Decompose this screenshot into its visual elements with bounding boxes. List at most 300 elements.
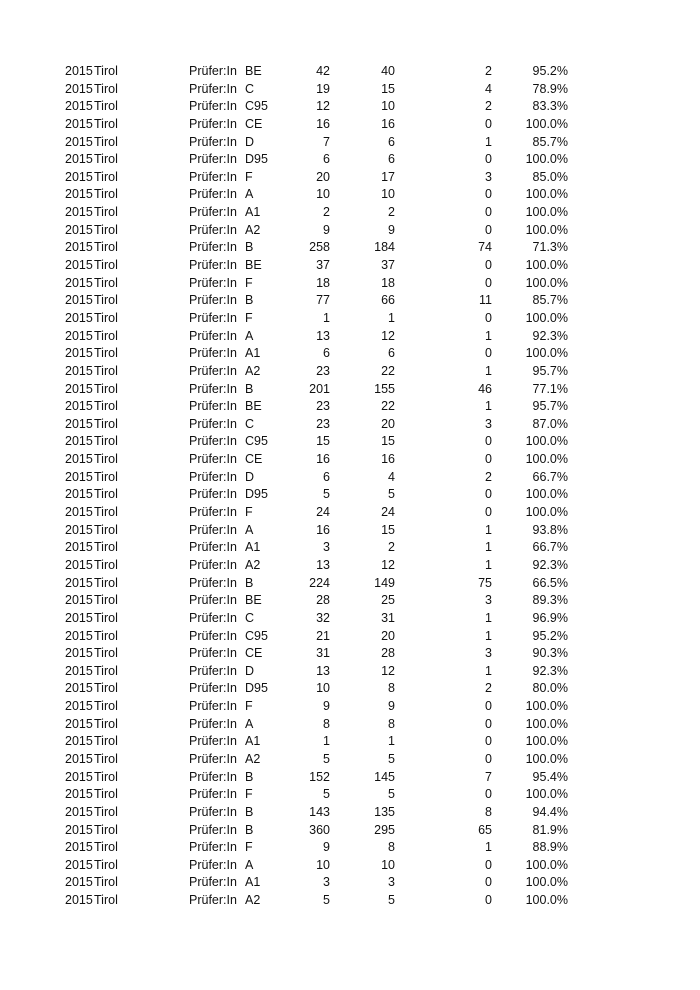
failed-cell: 0 [485,893,492,908]
region-cell: Tirol [94,628,118,643]
failed-cell: 0 [485,505,492,520]
region-cell: Tirol [94,363,118,378]
pass-rate-cell: 85.7% [532,293,568,308]
passed-cell: 22 [381,363,395,378]
role-cell: Prüfer:In [189,487,237,502]
role-cell: Prüfer:In [189,593,237,608]
pass-rate-cell: 94.4% [532,804,568,819]
region-cell: Tirol [94,610,118,625]
license-class-cell: F [245,699,253,714]
pass-rate-cell: 100.0% [525,258,568,273]
role-cell: Prüfer:In [189,646,237,661]
region-cell: Tirol [94,152,118,167]
pass-rate-cell: 83.3% [532,99,568,114]
license-class-cell: F [245,505,253,520]
license-class-cell: B [245,804,254,819]
total-cell: 5 [323,893,330,908]
table-row [0,151,700,169]
passed-cell: 1 [388,310,395,325]
passed-cell: 18 [381,275,395,290]
passed-cell: 4 [388,469,395,484]
passed-cell: 25 [381,593,395,608]
role-cell: Prüfer:In [189,610,237,625]
failed-cell: 65 [478,822,492,837]
year-cell: 2015 [65,381,93,396]
license-class-cell: B [245,381,254,396]
license-class-cell: BE [245,399,262,414]
failed-cell: 0 [485,152,492,167]
table-row [0,733,700,751]
role-cell: Prüfer:In [189,205,237,220]
passed-cell: 10 [381,99,395,114]
total-cell: 16 [316,522,330,537]
license-class-cell: F [245,310,253,325]
failed-cell: 3 [485,416,492,431]
region-cell: Tirol [94,240,118,255]
table-row [0,328,700,346]
table-row [0,698,700,716]
table-row [0,628,700,646]
year-cell: 2015 [65,205,93,220]
license-class-cell: A2 [245,557,261,572]
table-row [0,63,700,81]
license-class-cell: B [245,240,254,255]
license-class-cell: A1 [245,346,261,361]
region-cell: Tirol [94,434,118,449]
role-cell: Prüfer:In [189,840,237,855]
region-cell: Tirol [94,187,118,202]
failed-cell: 7 [485,769,492,784]
year-cell: 2015 [65,505,93,520]
table-row [0,169,700,187]
role-cell: Prüfer:In [189,681,237,696]
pass-rate-cell: 66.7% [532,469,568,484]
total-cell: 201 [309,381,330,396]
table-row [0,222,700,240]
pass-rate-cell: 100.0% [525,734,568,749]
table-row [0,857,700,875]
region-cell: Tirol [94,452,118,467]
license-class-cell: BE [245,258,262,273]
passed-cell: 135 [374,804,395,819]
failed-cell: 0 [485,187,492,202]
total-cell: 8 [323,716,330,731]
pass-rate-cell: 100.0% [525,699,568,714]
year-cell: 2015 [65,663,93,678]
total-cell: 37 [316,258,330,273]
pass-rate-cell: 100.0% [525,222,568,237]
total-cell: 16 [316,116,330,131]
total-cell: 9 [323,222,330,237]
total-cell: 224 [309,575,330,590]
total-cell: 6 [323,152,330,167]
role-cell: Prüfer:In [189,716,237,731]
pass-rate-cell: 77.1% [532,381,568,396]
pass-rate-cell: 95.4% [532,769,568,784]
passed-cell: 12 [381,328,395,343]
year-cell: 2015 [65,169,93,184]
failed-cell: 0 [485,116,492,131]
failed-cell: 1 [485,134,492,149]
total-cell: 19 [316,81,330,96]
failed-cell: 3 [485,646,492,661]
year-cell: 2015 [65,557,93,572]
pass-rate-cell: 100.0% [525,187,568,202]
total-cell: 16 [316,452,330,467]
failed-cell: 0 [485,452,492,467]
role-cell: Prüfer:In [189,751,237,766]
region-cell: Tirol [94,769,118,784]
passed-cell: 16 [381,452,395,467]
passed-cell: 66 [381,293,395,308]
pass-rate-cell: 66.7% [532,540,568,555]
passed-cell: 1 [388,734,395,749]
region-cell: Tirol [94,663,118,678]
total-cell: 15 [316,434,330,449]
role-cell: Prüfer:In [189,187,237,202]
passed-cell: 2 [388,540,395,555]
role-cell: Prüfer:In [189,363,237,378]
role-cell: Prüfer:In [189,469,237,484]
passed-cell: 8 [388,840,395,855]
license-class-cell: A1 [245,205,261,220]
total-cell: 258 [309,240,330,255]
pass-rate-cell: 81.9% [532,822,568,837]
table-row [0,204,700,222]
passed-cell: 15 [381,81,395,96]
passed-cell: 31 [381,610,395,625]
pass-rate-cell: 92.3% [532,328,568,343]
failed-cell: 74 [478,240,492,255]
region-cell: Tirol [94,346,118,361]
pass-rate-cell: 100.0% [525,787,568,802]
license-class-cell: C95 [245,434,268,449]
license-class-cell: CE [245,116,263,131]
pass-rate-cell: 95.2% [532,64,568,78]
table-row [0,645,700,663]
pass-rate-cell: 100.0% [525,857,568,872]
total-cell: 9 [323,840,330,855]
pass-rate-cell: 100.0% [525,434,568,449]
total-cell: 13 [316,328,330,343]
region-cell: Tirol [94,734,118,749]
pass-rate-cell: 71.3% [532,240,568,255]
license-class-cell: A2 [245,893,261,908]
passed-cell: 6 [388,152,395,167]
license-class-cell: D [245,469,255,484]
pass-rate-cell: 100.0% [525,205,568,220]
license-class-cell: F [245,840,253,855]
passed-cell: 145 [374,769,395,784]
table-row [0,451,700,469]
failed-cell: 4 [485,81,492,96]
total-cell: 143 [309,804,330,819]
data-table [0,63,700,910]
license-class-cell: F [245,787,253,802]
license-class-cell: D95 [245,487,268,502]
region-cell: Tirol [94,557,118,572]
passed-cell: 5 [388,751,395,766]
failed-cell: 0 [485,487,492,502]
role-cell: Prüfer:In [189,522,237,537]
table-row [0,769,700,787]
passed-cell: 17 [381,169,395,184]
failed-cell: 1 [485,540,492,555]
role-cell: Prüfer:In [189,152,237,167]
region-cell: Tirol [94,840,118,855]
region-cell: Tirol [94,64,118,78]
table-row [0,345,700,363]
region-cell: Tirol [94,469,118,484]
failed-cell: 46 [478,381,492,396]
total-cell: 6 [323,469,330,484]
pass-rate-cell: 100.0% [525,505,568,520]
table-row [0,539,700,557]
passed-cell: 5 [388,487,395,502]
table-row [0,716,700,734]
pass-rate-cell: 100.0% [525,487,568,502]
license-class-cell: A1 [245,875,261,890]
license-class-cell: A2 [245,222,261,237]
table-row [0,504,700,522]
passed-cell: 6 [388,134,395,149]
year-cell: 2015 [65,258,93,273]
year-cell: 2015 [65,716,93,731]
table-row [0,292,700,310]
region-cell: Tirol [94,416,118,431]
license-class-cell: C95 [245,99,268,114]
pass-rate-cell: 92.3% [532,663,568,678]
failed-cell: 1 [485,399,492,414]
pass-rate-cell: 92.3% [532,557,568,572]
failed-cell: 1 [485,663,492,678]
failed-cell: 0 [485,751,492,766]
passed-cell: 22 [381,399,395,414]
failed-cell: 0 [485,734,492,749]
role-cell: Prüfer:In [189,399,237,414]
license-class-cell: D [245,134,255,149]
role-cell: Prüfer:In [189,81,237,96]
total-cell: 5 [323,487,330,502]
year-cell: 2015 [65,593,93,608]
license-class-cell: D95 [245,681,268,696]
year-cell: 2015 [65,469,93,484]
role-cell: Prüfer:In [189,875,237,890]
passed-cell: 10 [381,857,395,872]
table-row [0,663,700,681]
role-cell: Prüfer:In [189,452,237,467]
failed-cell: 0 [485,222,492,237]
passed-cell: 16 [381,116,395,131]
role-cell: Prüfer:In [189,169,237,184]
failed-cell: 2 [485,681,492,696]
passed-cell: 3 [388,875,395,890]
year-cell: 2015 [65,64,93,78]
year-cell: 2015 [65,857,93,872]
year-cell: 2015 [65,81,93,96]
table-row [0,892,700,910]
table-row [0,363,700,381]
passed-cell: 40 [381,64,395,78]
pass-rate-cell: 95.2% [532,628,568,643]
failed-cell: 11 [479,293,492,308]
region-cell: Tirol [94,787,118,802]
role-cell: Prüfer:In [189,293,237,308]
license-class-cell: CE [245,452,263,467]
region-cell: Tirol [94,134,118,149]
passed-cell: 37 [381,258,395,273]
table-row [0,257,700,275]
year-cell: 2015 [65,875,93,890]
license-class-cell: A [245,328,254,343]
pass-rate-cell: 100.0% [525,875,568,890]
year-cell: 2015 [65,116,93,131]
total-cell: 5 [323,787,330,802]
region-cell: Tirol [94,169,118,184]
table-row [0,275,700,293]
pass-rate-cell: 100.0% [525,310,568,325]
license-class-cell: A1 [245,540,261,555]
passed-cell: 28 [381,646,395,661]
total-cell: 2 [323,205,330,220]
region-cell: Tirol [94,381,118,396]
pass-rate-cell: 96.9% [532,610,568,625]
region-cell: Tirol [94,699,118,714]
total-cell: 6 [323,346,330,361]
total-cell: 3 [323,875,330,890]
license-class-cell: C [245,81,255,96]
license-class-cell: A1 [245,734,261,749]
table-row [0,486,700,504]
pass-rate-cell: 100.0% [525,452,568,467]
pass-rate-cell: 100.0% [525,751,568,766]
license-class-cell: F [245,169,253,184]
year-cell: 2015 [65,187,93,202]
table-row [0,751,700,769]
passed-cell: 5 [388,893,395,908]
table-row [0,804,700,822]
license-class-cell: C95 [245,628,268,643]
year-cell: 2015 [65,293,93,308]
pass-rate-cell: 89.3% [532,593,568,608]
table-row [0,186,700,204]
role-cell: Prüfer:In [189,381,237,396]
table-row [0,416,700,434]
year-cell: 2015 [65,134,93,149]
pass-rate-cell: 85.0% [532,169,568,184]
failed-cell: 1 [485,522,492,537]
failed-cell: 0 [485,434,492,449]
license-class-cell: F [245,275,253,290]
license-class-cell: A [245,187,254,202]
pass-rate-cell: 100.0% [525,152,568,167]
total-cell: 31 [316,646,330,661]
role-cell: Prüfer:In [189,540,237,555]
license-class-cell: B [245,293,254,308]
region-cell: Tirol [94,99,118,114]
role-cell: Prüfer:In [189,822,237,837]
region-cell: Tirol [94,646,118,661]
role-cell: Prüfer:In [189,769,237,784]
region-cell: Tirol [94,505,118,520]
year-cell: 2015 [65,522,93,537]
year-cell: 2015 [65,681,93,696]
failed-cell: 1 [485,840,492,855]
pass-rate-cell: 100.0% [525,275,568,290]
total-cell: 1 [323,734,330,749]
pass-rate-cell: 85.7% [532,134,568,149]
total-cell: 18 [316,275,330,290]
failed-cell: 0 [485,875,492,890]
region-cell: Tirol [94,804,118,819]
passed-cell: 8 [388,716,395,731]
pass-rate-cell: 90.3% [532,646,568,661]
year-cell: 2015 [65,628,93,643]
role-cell: Prüfer:In [189,275,237,290]
year-cell: 2015 [65,416,93,431]
table-row [0,610,700,628]
region-cell: Tirol [94,716,118,731]
license-class-cell: BE [245,593,262,608]
pass-rate-cell: 100.0% [525,893,568,908]
role-cell: Prüfer:In [189,328,237,343]
failed-cell: 1 [485,557,492,572]
license-class-cell: A2 [245,363,261,378]
pass-rate-cell: 78.9% [532,81,568,96]
pass-rate-cell: 87.0% [532,416,568,431]
region-cell: Tirol [94,875,118,890]
region-cell: Tirol [94,399,118,414]
license-class-cell: B [245,769,254,784]
role-cell: Prüfer:In [189,346,237,361]
region-cell: Tirol [94,893,118,908]
license-class-cell: D95 [245,152,268,167]
total-cell: 10 [316,857,330,872]
role-cell: Prüfer:In [189,699,237,714]
table-row [0,522,700,540]
role-cell: Prüfer:In [189,416,237,431]
passed-cell: 9 [388,222,395,237]
role-cell: Prüfer:In [189,134,237,149]
year-cell: 2015 [65,310,93,325]
total-cell: 23 [316,399,330,414]
year-cell: 2015 [65,240,93,255]
role-cell: Prüfer:In [189,575,237,590]
failed-cell: 3 [485,593,492,608]
table-row [0,557,700,575]
table-row [0,239,700,257]
region-cell: Tirol [94,310,118,325]
year-cell: 2015 [65,434,93,449]
year-cell: 2015 [65,487,93,502]
failed-cell: 0 [485,258,492,273]
region-cell: Tirol [94,205,118,220]
pass-rate-cell: 95.7% [532,363,568,378]
license-class-cell: B [245,822,254,837]
total-cell: 10 [316,681,330,696]
total-cell: 23 [316,363,330,378]
license-class-cell: CE [245,646,263,661]
failed-cell: 1 [485,328,492,343]
region-cell: Tirol [94,751,118,766]
failed-cell: 75 [478,575,492,590]
pass-rate-cell: 80.0% [532,681,568,696]
total-cell: 3 [323,540,330,555]
failed-cell: 0 [485,275,492,290]
total-cell: 360 [309,822,330,837]
passed-cell: 20 [381,628,395,643]
total-cell: 13 [316,557,330,572]
